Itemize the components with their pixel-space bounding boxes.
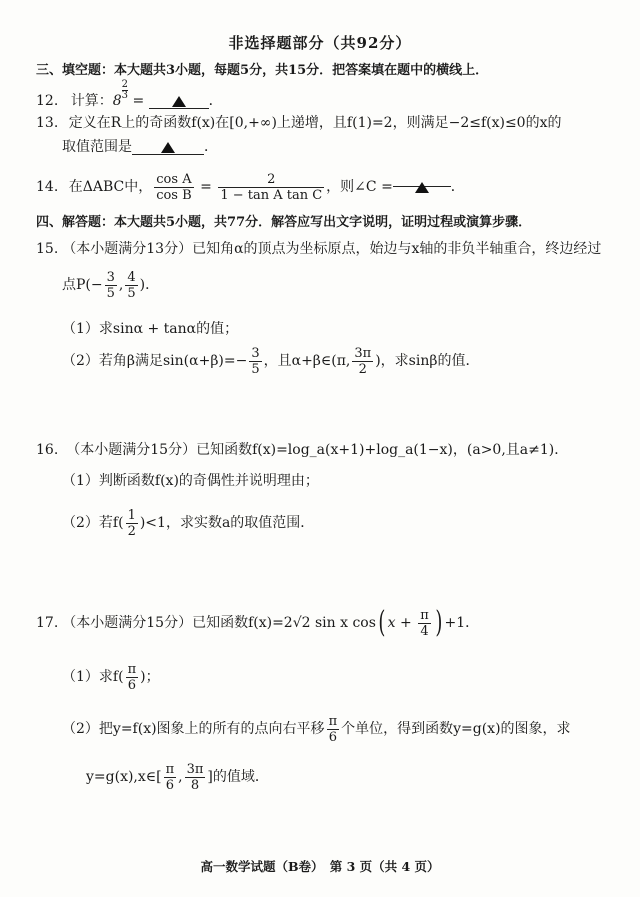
question-text: )；	[140, 669, 160, 685]
triangle-icon	[161, 142, 175, 153]
page-title: 非选择题部分（共92分）	[228, 34, 412, 52]
question-17-part2: （2）把y=f(x)图象上的所有的点向右平移 $\frac{\pi}{6}$ 个单位，得到函数y=g(x)的图象，求	[62, 713, 571, 745]
question-number: 16.	[36, 442, 59, 458]
question-text: )<1，求实数a的取值范围．	[139, 515, 315, 531]
question-text: 个单位，得到函数y=g(x)的图象，求	[341, 721, 571, 737]
question-text: （本小题满分15分）已知函数f(x)=log_a(x+1)+log_a(1−x)，(a>0,且a≠1)．	[66, 442, 569, 458]
question-number: 12.	[36, 93, 59, 109]
question-17-part3: y=g(x),x∈[ $\frac{\pi}{6}$ , $\frac{3\pi}{8}$ ]的值域．	[86, 761, 269, 793]
question-text: +1．	[444, 615, 480, 631]
section-3-header: 三、填空题：本大题共3小题，每题5分，共15分．把答案填在题中的横线上．	[36, 63, 489, 78]
triangle-icon	[415, 182, 429, 193]
fraction-tan: $\frac{2}{\text{1 − tan A tan C}}$	[220, 171, 323, 203]
question-text: 定义在R上的奇函数f(x)在[0,+∞)上递增，且f(1)=2，则满足−2≤f(x)≤0的x的	[68, 115, 562, 131]
question-number: 14.	[36, 179, 59, 195]
question-13	[36, 114, 562, 132]
triangle-icon	[172, 96, 186, 107]
question-text: ]的值域．	[207, 769, 269, 785]
question-text: ，且α+β∈(π,	[263, 353, 351, 369]
question-17: 17. （本小题满分15分）已知函数f(x)=2√2 sin x cos( x + $\frac{\pi}{4}$ ) +1．	[36, 605, 480, 640]
answer-blank[interactable]	[393, 170, 451, 187]
question-text: 取值范围是	[62, 139, 132, 155]
question-number: 15.	[36, 241, 59, 257]
question-number: 17.	[36, 615, 59, 631]
section-4-header: 四、解答题：本大题共5小题，共77分．解答应写出文字说明，证明过程或演算步骤．	[36, 215, 532, 230]
question-17-part1: （1）求f( $\frac{\pi}{6}$ )；	[62, 661, 160, 693]
question-text: （2）若f(	[62, 515, 124, 531]
question-text: 点P(−	[62, 277, 103, 293]
question-text: （2）把y=f(x)图象上的所有的点向右平移	[62, 721, 325, 737]
exponent-fraction: $\frac{2}{3}$	[121, 79, 129, 101]
question-text: （本小题满分13分）已知角α的顶点为坐标原点，始边与x轴的非负半轴重合，终边经过	[62, 241, 602, 257]
question-16-part1: （1）判断函数f(x)的奇偶性并说明理由；	[62, 473, 319, 489]
question-text: （本小题满分15分）已知函数f(x)=2√2 sin x cos	[62, 615, 376, 631]
question-number: 13.	[36, 115, 59, 131]
question-13-line2: 取值范围是 ．	[62, 139, 218, 155]
question-16	[36, 441, 568, 459]
question-text: （2）若角β满足sin(α+β)=−	[62, 353, 248, 369]
question-15	[36, 240, 601, 258]
question-text: ，则∠C =	[326, 179, 393, 195]
question-15-part2: （2）若角β满足sin(α+β)=− $\frac{3}{5}$ ，且α+β∈(π, $\frac{3\pi}{2}$ )，求sinβ的值．	[62, 345, 480, 377]
question-14: 14. 在ΔABC中， $\frac{\text{cos A}}{\text{cos B}}$ = $\frac{2}{\text{1 − tan A tan C}}$ ，则∠C = ．	[36, 171, 465, 203]
question-text: y=g(x),x∈[	[86, 769, 162, 785]
question-text: )，求sinβ的值．	[375, 353, 480, 369]
question-text: 在ΔABC中，	[68, 179, 153, 195]
page-footer: 高一数学试题（B卷） 第 3 页（共 4 页）	[200, 859, 440, 874]
question-text: （1）求f(	[62, 669, 124, 685]
question-16-part2: （2）若f( $\frac{1}{2}$ )<1，求实数a的取值范围．	[62, 507, 315, 539]
answer-blank[interactable]	[132, 138, 204, 155]
answer-blank[interactable]	[149, 92, 209, 109]
question-text: 计算：	[70, 93, 113, 109]
question-15-part1: （1）求sinα + tanα的值；	[62, 321, 239, 337]
question-15-point: 点P(− $\frac{3}{5}$ , $\frac{4}{5}$ )．	[62, 269, 160, 301]
fraction-cosA-cosB: $\frac{\text{cos A}}{\text{cos B}}$	[156, 171, 192, 203]
question-12: 12. 计算：8 $\frac{2}{3}$ = ．	[36, 79, 223, 109]
